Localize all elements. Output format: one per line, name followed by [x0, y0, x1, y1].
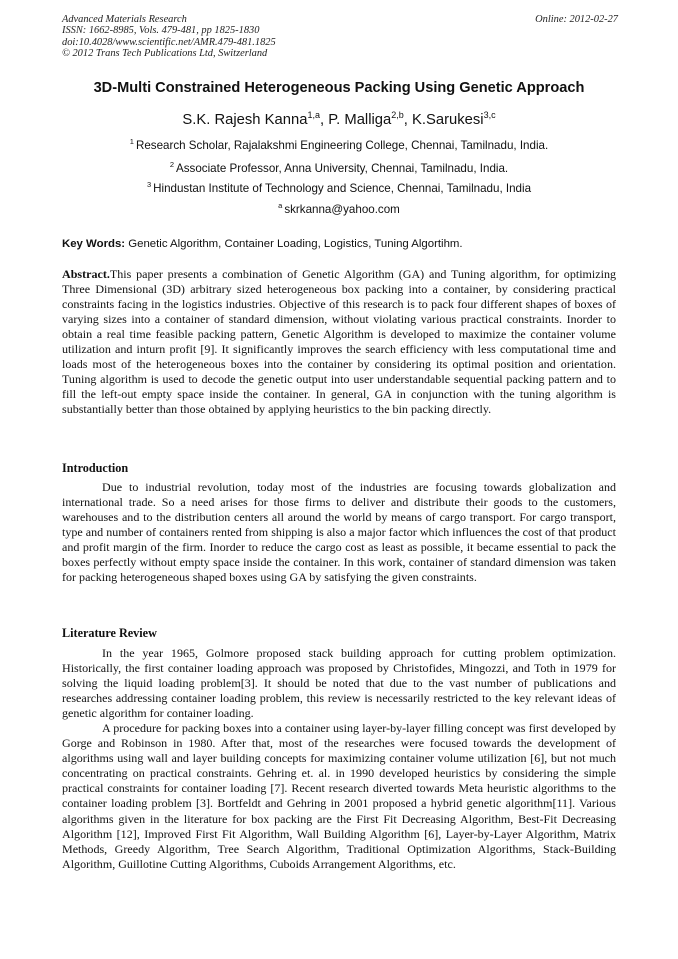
paragraph: Due to industrial revolution, today most of the industries are focusing towards globalization and international trade. So a need arises for those firms to deliver and distribute their goods to the customers, warehouses and to the distribution centers all around the world by means of cargo transport. For cargo transport, type and number of containers rented from shipping is also a major factor which influences the cost of that product and profit margin of the firm. Inorder to reduce the cargo cost as least as possible, it became essential to pack the boxes perfectly without empty space inside the container. In this work, container of standard dimension was taken for packing heterogeneous shaped boxes using GA by satisfying the given constraints.: [62, 480, 616, 585]
author-sup: 1,a: [307, 110, 320, 120]
keywords-text: Genetic Algorithm, Container Loading, Logistics, Tuning Algortihm.: [125, 238, 463, 250]
online-date: Online: 2012-02-27: [535, 14, 618, 25]
section-heading-introduction: Introduction: [62, 461, 129, 475]
author-name: K.Sarukesi: [412, 112, 484, 128]
author-sup: 2,b: [391, 110, 404, 120]
affiliation-sup: 2: [169, 160, 175, 169]
introduction-body: [62, 480, 616, 585]
affiliation-text: Hindustan Institute of Technology and Science, Chennai, Tamilnadu, India: [153, 182, 532, 195]
affiliation-sup: a: [278, 201, 283, 210]
abstract: [62, 267, 616, 417]
author-email: [0, 203, 678, 216]
paragraph: In the year 1965, Golmore proposed stack building approach for cutting problem optimization. Historically, the first container loading approach was proposed by Christofides, Mingozzi, and Toth in 1979 for solving the liquid loading problem[3]. It should be noted that due to the vast number of publications and researches addressing container loading problem, this review is necessarily restricted to the key relevant ideas of genetic algorithm for container loading.: [62, 646, 616, 721]
issn-line: ISSN: 1662-8985, Vols. 479-481, pp 1825-1830: [62, 25, 260, 37]
literature-review-body: [62, 646, 616, 872]
paragraph: A procedure for packing boxes into a container using layer-by-layer filling concept was first developed by Gorge and Robinson in 1980. After that, most of the researches were focused towards the development of algorithms using wall and layer building concepts for maximizing container volume utilization [6], but not much concentrating on practical constraints. Gehring et. al. in 1990 developed heuristics by considering the simple practical constraints for container loading [7]. Recent research diverted towards Meta heuristic algorithms to the container loading problem [3]. Bortfeldt and Gehring in 2001 proposed a hybrid genetic algorithm[11]. Various algorithms given in the literature for box packing are the First Fit Decreasing Algorithm, Best-Fit Decreasing Algorithm [12], Improved First Fit Algorithm, Wall Building Algorithm [6], Layer-by-Layer Algorithm, Matrix Methods, Greedy Algorithm, Tree Search Algorithm, Traditional Optimization Algorithms, Stack-Building Algorithm, Guillotine Cutting Algorithms, Cuboids Arrangement Algorithms, etc.: [62, 721, 616, 871]
paper-title: 3D-Multi Constrained Heterogeneous Packing Using Genetic Approach: [93, 80, 585, 96]
affiliation-sup: 1: [129, 137, 134, 146]
abstract-text: This paper presents a combination of Genetic Algorithm (GA) and Tuning algorithm, for optimizing Three Dimensional (3D) arbitrary sized heterogeneous box packing into a container, by considering practical constraints facing in the logistics industries. Objective of this research is to pack four different shapes of boxes of varying sizes into a container of standard dimension, without violating various practical constraints. Inorder to obtain a real time feasible packing pattern, Genetic Algorithm is developed to maximize the container volume utilization and inturn profit [9]. It significantly improves the search efficiency with less computational time and loads most of the heterogeneous boxes into the container by considering its optimal position and orientation. Tuning algorithm is used to decode the genetic output into user understandable sequential packing pattern and to fill the left-out empty space inside the container. In general, GA in conjunction with the tuning algorithm is substantially better than those obtained by applying heuristics to the bin packing directly.: [62, 267, 616, 417]
affiliation: [0, 139, 678, 152]
author-name: P. Malliga: [328, 112, 392, 128]
author-list: [0, 112, 678, 128]
affiliation: [0, 162, 678, 175]
journal-name: Advanced Materials Research: [62, 14, 187, 25]
copyright-line: © 2012 Trans Tech Publications Ltd, Switzerland: [62, 47, 268, 59]
email-text: skrkanna@yahoo.com: [284, 203, 400, 216]
affiliation-sup: 3: [146, 180, 152, 189]
author-sup: 3,c: [483, 110, 496, 120]
section-heading-literature-review: Literature Review: [62, 626, 157, 640]
author-separator: ,: [319, 112, 329, 128]
doi-line: doi:10.4028/www.scientific.net/AMR.479-481.1825: [62, 36, 276, 48]
author-name: S.K. Rajesh Kanna: [182, 112, 308, 128]
journal-header: [62, 14, 618, 59]
abstract-paragraph: [62, 267, 616, 417]
author-separator: ,: [403, 112, 412, 128]
keywords-label: Key Words:: [62, 238, 126, 250]
abstract-label: Abstract.: [62, 267, 110, 281]
keywords: [62, 238, 618, 250]
affiliation: [0, 182, 678, 195]
affiliation-text: Research Scholar, Rajalakshmi Engineering College, Chennai, Tamilnadu, India.: [135, 139, 549, 152]
affiliation-text: Associate Professor, Anna University, Chennai, Tamilnadu, India.: [176, 162, 509, 175]
